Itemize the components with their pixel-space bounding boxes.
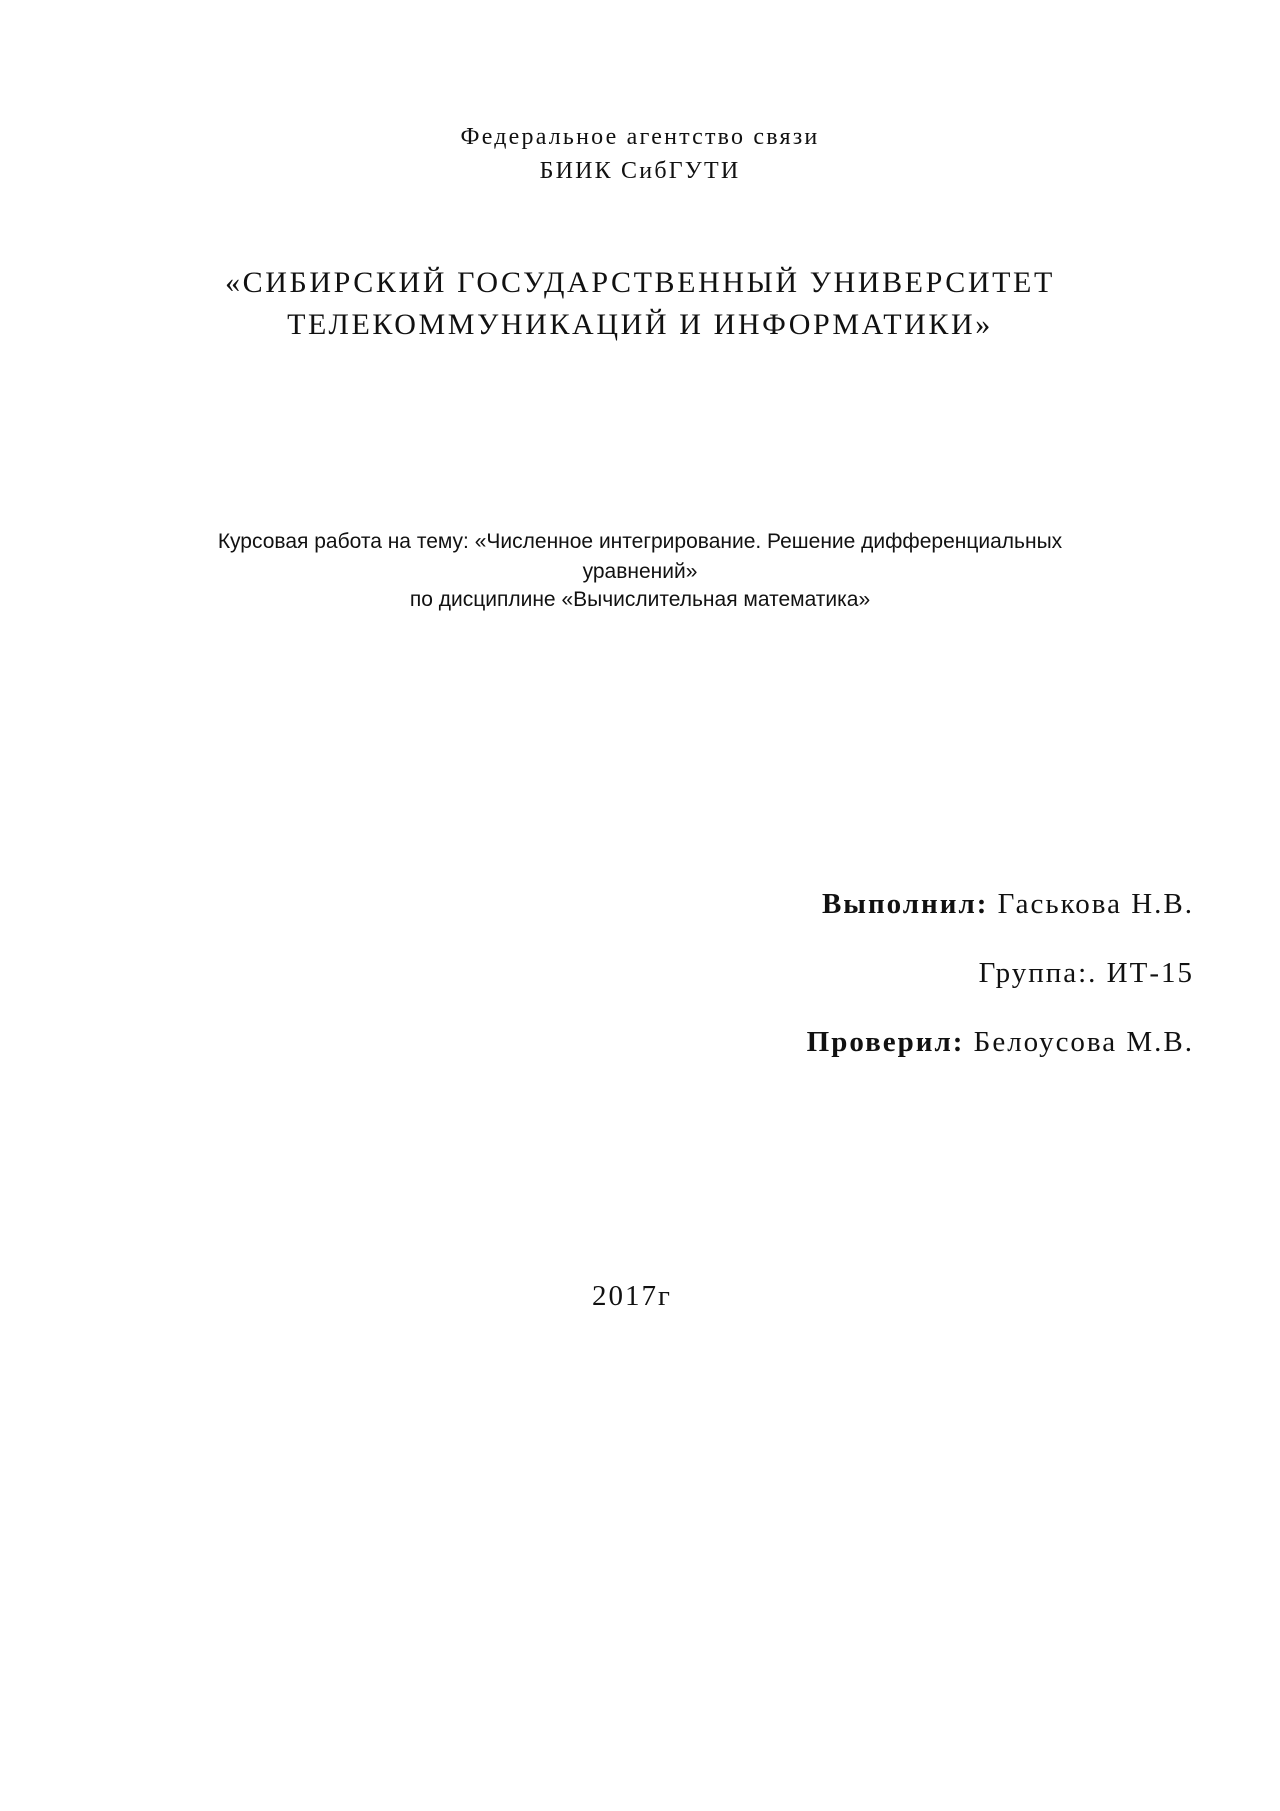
checked-by-label: Проверил:: [806, 1026, 965, 1058]
university-title-line-2: ТЕЛЕКОММУНИКАЦИЙ И ИНФОРМАТИКИ»: [287, 308, 993, 341]
executed-by-label: Выполнил:: [821, 888, 989, 920]
institute-line: БИИК СибГУТИ: [539, 158, 741, 184]
checked-by-name: Белоусова М.В.: [973, 1026, 1194, 1058]
coursework-title-line-2: уравнений»: [582, 560, 698, 583]
coursework-discipline-line: по дисциплине «Вычислительная математика»: [409, 588, 871, 611]
checked-by-line: [807, 1026, 1194, 1059]
coursework-title-line-1: Курсовая работа на тему: «Численное интегрирование. Решение дифференциальных: [217, 530, 1063, 553]
group-line: Группа:. ИТ-15: [978, 957, 1194, 989]
university-title-line-1: «СИБИРСКИЙ ГОСУДАРСТВЕННЫЙ УНИВЕРСИТЕТ: [225, 266, 1055, 299]
year-line: 2017г: [592, 1280, 672, 1312]
executed-by-line: [822, 888, 1194, 921]
executed-by-name: Гаськова Н.В.: [997, 888, 1194, 920]
agency-line: Федеральное агентство связи: [460, 124, 820, 150]
